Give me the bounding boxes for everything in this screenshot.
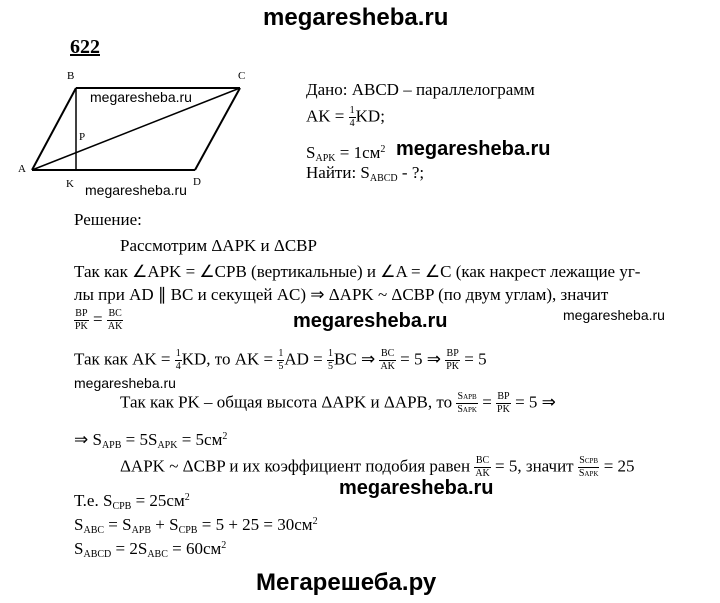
line6-b: = 5S: [121, 430, 158, 449]
line9-a: S: [74, 515, 84, 534]
solution-heading: Решение:: [74, 210, 142, 229]
line9-c: + S: [151, 515, 179, 534]
line5-f2-num: BP: [497, 391, 510, 402]
line9-d: = 5 + 25 = 30см: [197, 515, 313, 534]
line7-f2: [578, 456, 600, 479]
line10-b: = 2S: [111, 539, 148, 558]
line4-b: KD, то AK =: [181, 349, 278, 369]
given-ak: [306, 106, 385, 129]
given-find-sub: ABCD: [369, 173, 398, 184]
line7-b: = 5, значит: [490, 456, 578, 476]
given-watermark[interactable]: megaresheba.ru: [396, 138, 551, 160]
line4-f1-den: 4: [175, 361, 181, 372]
given-find-prefix: Найти: S: [306, 163, 370, 182]
solution-watermark-line8[interactable]: megaresheba.ru: [339, 477, 494, 499]
line7-f2-den-sub: APK: [584, 470, 599, 478]
line7-f2-num: [578, 456, 600, 468]
line5-c: = 5 ⇒: [510, 392, 556, 412]
line4-c: AD =: [284, 349, 328, 369]
line8-sup: 2: [184, 492, 190, 503]
ratio-bc-ak: [107, 309, 123, 332]
line4-f5: [445, 349, 460, 372]
given-ak-prefix: AK =: [306, 106, 349, 126]
line10-sub1: ABCD: [83, 549, 112, 560]
line6-a: ⇒ S: [74, 430, 102, 449]
ratio-eq: =: [93, 309, 103, 329]
line4-f4-num: BC: [381, 348, 395, 359]
header-watermark[interactable]: megaresheba.ru: [263, 4, 449, 31]
label-p: P: [79, 131, 86, 143]
line4-f2-den: 5: [278, 361, 284, 372]
given-ak-fraction: [349, 106, 356, 129]
given-area-s: S: [306, 143, 316, 162]
solution-line-10: [74, 536, 226, 565]
line7-f2-den: [578, 468, 600, 479]
solution-ratio: [74, 309, 123, 332]
line7-f2-num-s: S: [579, 455, 585, 466]
line4-e: = 5 ⇒: [395, 349, 446, 369]
line4-f5-num: BP: [446, 348, 459, 359]
line4-a: Так как AK =: [74, 349, 175, 369]
line5-f1-num: [456, 392, 478, 404]
ratio-ak: AK: [107, 321, 123, 332]
given-find-suffix: - ?;: [397, 163, 425, 182]
line5-f1-den-sub: APK: [462, 406, 477, 414]
footer-watermark[interactable]: Мегарешеба.ру: [256, 569, 437, 596]
line7-c: = 25: [599, 456, 635, 476]
solution-watermark-left[interactable]: megaresheba.ru: [74, 375, 176, 391]
parallelogram-figure: [10, 66, 260, 196]
label-k: K: [66, 178, 74, 190]
solution-since-1: Так как ∠APK = ∠CPB (вертикальные) и ∠A = ∠C (как накрест лежащие уг-: [74, 262, 641, 281]
given-area-sup: 2: [380, 144, 386, 155]
line9-sub1: ABC: [83, 525, 105, 536]
line5-f1: [456, 392, 478, 415]
line4-d: BC ⇒: [334, 349, 380, 369]
line7-f1-den: AK: [475, 468, 490, 479]
line5-f1-den-s: S: [457, 404, 463, 415]
line7-a: ΔAPK ~ ΔCBP и их коэффициент подобия равен: [120, 456, 475, 476]
ratio-bp: BP: [75, 308, 88, 319]
solution-line-7: [120, 456, 635, 479]
line5-f1-num-sub: APB: [463, 393, 477, 401]
line5-b: =: [477, 392, 497, 412]
line7-f1: [474, 456, 490, 479]
solution-line-5: [120, 392, 556, 415]
label-b: B: [67, 70, 75, 82]
ratio-bc: BC: [108, 308, 122, 319]
solution-line-6: [74, 427, 227, 456]
line6-sub2: APK: [157, 440, 178, 451]
solution-line-4: [74, 349, 487, 372]
figure-watermark-bottom[interactable]: megaresheba.ru: [85, 182, 187, 198]
line4-f1-num: 1: [175, 348, 181, 359]
label-c: C: [238, 70, 246, 82]
line4-f3-den: 5: [328, 361, 334, 372]
line4-f4: [379, 349, 395, 372]
line9-sup: 2: [312, 516, 318, 527]
line4-f2-num: 1: [278, 348, 284, 359]
given-find: [306, 163, 424, 189]
line5-f2: [496, 392, 511, 415]
line10-a: S: [74, 539, 84, 558]
line4-f5-den: PK: [446, 361, 460, 372]
line4-f4-den: AK: [380, 361, 395, 372]
line5-a: Так как PK – общая высота ΔAPK и ΔAPB, то: [120, 392, 457, 412]
line5-f2-den: PK: [497, 404, 510, 415]
solution-since-2: лы при AD ∥ BC и секущей AC) ⇒ ΔAPK ~ ΔCBP (по двум углам), значит: [74, 285, 609, 304]
line7-f2-den-s: S: [578, 468, 585, 479]
label-a: A: [18, 163, 26, 175]
label-d: D: [193, 176, 201, 188]
line6-sup: 2: [222, 431, 228, 442]
line4-f3-num: 1: [328, 348, 334, 359]
solution-watermark-right[interactable]: megaresheba.ru: [563, 307, 665, 323]
solution-watermark-mid[interactable]: megaresheba.ru: [293, 310, 448, 332]
side-ab: [32, 88, 76, 170]
given-ak-den: 4: [349, 118, 355, 129]
side-cd: [195, 88, 240, 170]
line4-f: = 5: [460, 349, 487, 369]
line5-f1-den: [456, 404, 478, 415]
given-ak-num: 1: [349, 105, 355, 116]
line8-b: = 25см: [131, 491, 185, 510]
line6-sub1: APB: [101, 440, 122, 451]
line7-f1-num: BC: [475, 455, 490, 466]
line8-sub: CPB: [112, 501, 132, 512]
problem-number: 622: [70, 36, 100, 58]
line8-a: Т.е. S: [74, 491, 113, 510]
line9-sub2: APB: [131, 525, 152, 536]
line4-f1: [175, 349, 182, 372]
ratio-bp-pk: [74, 309, 89, 332]
solution-consider: Рассмотрим ΔAPK и ΔCBP: [120, 236, 317, 255]
figure-watermark-top[interactable]: megaresheba.ru: [90, 89, 192, 105]
given-area-value: = 1см: [335, 143, 381, 162]
line7-f2-num-sub: CPB: [584, 457, 599, 465]
line4-f3: [327, 349, 334, 372]
line10-sub2: ABC: [147, 549, 168, 560]
line6-c: = 5см: [177, 430, 223, 449]
line10-c: = 60см: [167, 539, 222, 558]
given-line: Дано: ABCD – параллелограмм: [306, 80, 535, 99]
given-area-sub: APK: [315, 153, 336, 164]
line5-f1-num-s: S: [457, 391, 464, 402]
line9-b: = S: [104, 515, 132, 534]
given-ak-suffix: KD;: [355, 106, 385, 126]
line9-sub3: CPB: [178, 525, 198, 536]
ratio-pk: PK: [75, 321, 88, 332]
line10-sup: 2: [221, 540, 227, 551]
